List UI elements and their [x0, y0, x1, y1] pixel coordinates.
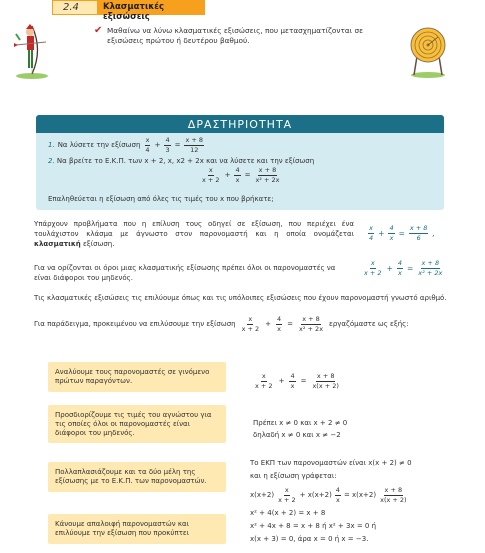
- ekp-line-1: Το ΕΚΠ των παρονομαστών είναι x(x + 2) ≠ 0: [250, 459, 412, 467]
- step-box-eliminate: Κάνουμε απαλοιφή παρονομαστών και επιλύουμε την εξίσωση που προκύπτει: [48, 514, 226, 544]
- definition-example-equation: $\frac{x}{4}$ + $\frac{4}{x}$ = $\frac{x + 8}{6}$ ,: [369, 224, 435, 242]
- activity-title-bar: [36, 115, 444, 133]
- q1-text: Να λύσετε την εξίσωση: [57, 141, 141, 149]
- activity-title: ΔΡΑΣΤΗΡΙΟΤΗΤΑ: [187, 118, 293, 131]
- activity-question-1: 1. Να λύσετε την εξίσωση $\frac{x}{4}$ + $\frac{4}{3}$ = $\frac{x + 8}{12}$: [48, 136, 204, 154]
- q2-number: 2.: [48, 157, 55, 165]
- condition-line-1: Πρέπει x ≠ 0 και x + 2 ≠ 0: [253, 419, 348, 427]
- multiplied-equation: x(x+2) $\frac{x}{x + 2}$ + x(x+2) $\frac{4}{x}$ = x(x+2) $\frac{x + 8}{x(x + 2)}$: [250, 486, 407, 504]
- step-box-multiply: Πολλαπλασιάζουμε και τα δύο μέλη της εξίσωσης με το Ε.Κ.Π. των παρονομαστών.: [48, 462, 226, 492]
- activity-question-2: [48, 157, 314, 165]
- target-illustration: [408, 25, 448, 80]
- q2-frac-x-over-xp2: $\frac{x}{x + 2}$: [202, 166, 220, 184]
- q2-text: Να βρείτε το Ε.Κ.Π. των x + 2, x, x2 + 2x και να λύσετε και την εξίσωση: [56, 157, 315, 165]
- archer-illustration: [10, 20, 65, 82]
- solution-line-3: x(x + 3) = 0, άρα x = 0 ή x = −3.: [250, 535, 369, 543]
- section-header: [52, 0, 205, 22]
- solution-line-2: x² + 4x + 8 = x + 8 ή x² + 3x = 0 ή: [250, 522, 377, 530]
- q1-frac-xp8-over-12: $\frac{x + 8}{12}$: [185, 136, 204, 154]
- ekp-line-2: και η εξίσωση γράφεται:: [250, 472, 337, 480]
- step-box-factorize: Αναλύουμε τους παρονομαστές σε γινόμενο πρώτων παραγόντων.: [48, 362, 226, 392]
- condition-example-equation: $\frac{x}{x + 2}$ + $\frac{4}{x}$ = $\frac{x + 8}{\text{x² + 2x}}$: [364, 259, 443, 277]
- paragraph-example: Για παράδειγμα, προκειμένου να επιλύσουμε την εξίσωση $\frac{x}{x + 2}$ + $\frac{4}{x}$ = $\frac{x + 8}{\text{x² + 2x}}$ εργαζόμαστε ως εξής:: [34, 315, 409, 333]
- paragraph-definition: Υπάρχουν προβλήματα που η επίλυση τους οδηγεί σε εξίσωση, που περιέχει ένα τουλάχιστον κλάσμα με άγνωστο στον παρονομαστή και η οποία ονομάζεται κλασματική εξίσωση.: [34, 220, 354, 248]
- factored-equation: $\frac{x}{x + 2}$ + $\frac{4}{x}$ = $\frac{x + 8}{x(x + 2)}$: [255, 372, 339, 390]
- q1-frac-4-over-3: $\frac{4}{3}$: [165, 136, 170, 154]
- paragraph-method: Τις κλασματικές εξισώσεις τις επιλύουμε όπως και τις υπόλοιπες εξισώσεις που έχουν παρονομαστή γνωστό αριθμό.: [34, 294, 447, 302]
- activity-verify-text: Επαληθεύεται η εξίσωση από όλες τις τιμές του x που βρήκατε;: [48, 195, 274, 203]
- q2-frac-4-over-x: $\frac{4}{x}$: [235, 166, 240, 184]
- q1-frac-x-over-4: $\frac{x}{4}$: [145, 136, 150, 154]
- q1-number: 1.: [48, 141, 55, 149]
- checkmark-icon: ✔: [94, 25, 103, 36]
- section-title: Κλασματικές εξισώσεις: [103, 2, 165, 22]
- condition-line-2: δηλαδή x ≠ 0 και x ≠ −2: [253, 431, 341, 439]
- section-number: 2.4: [63, 2, 79, 13]
- solution-line-1: x² + 4(x + 2) = x + 8: [250, 509, 326, 517]
- paragraph-condition: Για να ορίζονται οι όροι μιας κλασματικής εξίσωσης πρέπει όλοι οι παρονομαστές να είναι διάφοροι του μηδενός.: [34, 264, 336, 282]
- step-box-conditions: Προσδιορίζουμε τις τιμές του αγνώστου για τις οποίες όλοι οι παρονομαστές είναι διάφοροι του μηδενός.: [48, 405, 226, 443]
- q2-frac-rhs: $\frac{x + 8}{\text{x² + 2x}}$: [255, 166, 280, 184]
- section-number-tab: [52, 0, 98, 15]
- objective-text: Μαθαίνω να λύνω κλασματικές εξισώσεις, που μετασχηματίζονται σε εξισώσεις πρώτου ή δευτέρου βαθμού.: [107, 26, 364, 45]
- q2-equation: $\frac{x}{x + 2}$ + $\frac{4}{x}$ = $\frac{x + 8}{\text{x² + 2x}}$: [202, 166, 280, 184]
- section-title-tab: [98, 0, 205, 22]
